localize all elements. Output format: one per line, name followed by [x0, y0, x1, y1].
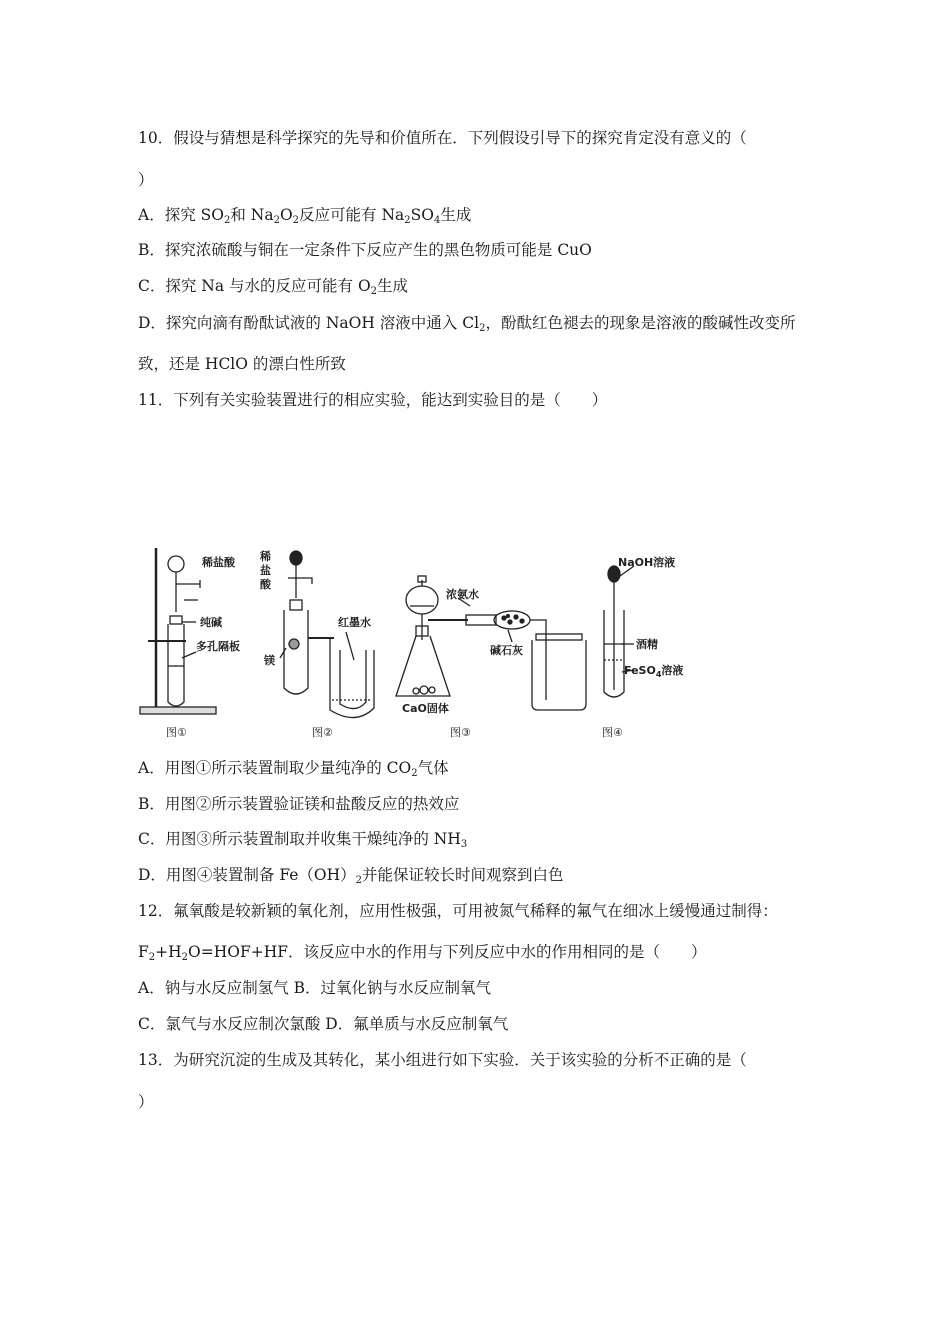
q10-stem-line2: ） — [138, 171, 154, 189]
q11-option-b: B．用图②所示装置验证镁和盐酸反应的热效应 — [138, 795, 460, 813]
fig2-label-acid-3: 酸 — [260, 578, 271, 591]
fig3-label-ammonia: 浓氨水 — [446, 588, 479, 601]
q11-option-d: D．用图④装置制备 $Fe(OH)_2$并能保证较长时间观察到白色 — [138, 866, 564, 886]
q10-option-d-line2: 致，还是 HClO 的漂白性所致 — [138, 355, 346, 373]
fig2-apparatus — [280, 551, 374, 718]
fig2-caption: 图② — [312, 726, 333, 739]
fig4-caption: 图④ — [602, 726, 623, 739]
fig3-label-lime: 碱石灰 — [490, 644, 523, 657]
q11-option-c: C．用图③所示装置制取并收集干燥纯净的 $NH_3$ — [138, 830, 468, 850]
fig1-apparatus — [140, 548, 216, 714]
fig2-label-acid-1: 稀 — [260, 550, 271, 563]
q10-option-b: B．探究浓硫酸与铜在一定条件下反应产生的黑色物质可能是 CuO — [138, 241, 592, 259]
fig3-label-cao: CaO固体 — [402, 702, 449, 715]
fig1-label-plate: 多孔隔板 — [196, 640, 240, 653]
fig2-label-mg: 镁 — [264, 654, 275, 667]
fig3-apparatus — [396, 576, 586, 710]
q10-option-d-line1: D．探究向滴有酚酞试液的 NaOH 溶液中通入 $Cl_2$，酚酞红色褪去的现象是溶液的酸碱性改变所 — [138, 314, 796, 334]
fig4-apparatus — [604, 566, 634, 697]
q12-stem-line1: 12．氟氧酸是较新颖的氧化剂，应用性极强，可用被氮气稀释的氟气在细冰上缓慢通过制得： — [138, 902, 778, 920]
fig4-label-naoh: NaOH溶液 — [618, 556, 676, 569]
q12-options-line1: A．钠与水反应制氢气 B．过氧化钠与水反应制氧气 — [138, 979, 492, 997]
q12-options-line2: C．氯气与水反应制次氯酸 D．氟单质与水反应制氧气 — [138, 1015, 509, 1033]
q13-stem-line2: ） — [138, 1093, 154, 1111]
fig2-label-ink: 红墨水 — [338, 616, 371, 629]
q13-stem-line1: 13．为研究沉淀的生成及其转化，某小组进行如下实验．关于该实验的分析不正确的是（ — [138, 1051, 747, 1069]
fig1-caption: 图① — [166, 726, 187, 739]
fig1-label-acid: 稀盐酸 — [202, 556, 235, 569]
fig2-label-acid-2: 盐 — [260, 564, 271, 577]
q10-option-c: C．探究 Na 与水的反应可能有 $O_2$生成 — [138, 277, 409, 297]
fig4-label-alcohol: 酒精 — [636, 638, 658, 651]
q11-option-a: A．用图①所示装置制取少量纯净的 $CO_2$气体 — [138, 759, 449, 779]
q11-apparatus-figure — [134, 540, 690, 745]
fig3-caption: 图③ — [450, 726, 471, 739]
q10-option-a: A．探究 $SO_2$和 $Na_2O_2$反应可能有 $Na_2SO_4$生成 — [138, 206, 472, 226]
q11-stem: 11．下列有关实验装置进行的相应实验，能达到实验目的是（ ） — [138, 391, 608, 409]
fig4-label-feso4: FeSO$_4$溶液 — [624, 664, 684, 679]
q10-stem-line1: 10．假设与猜想是科学探究的先导和价值所在．下列假设引导下的探究肯定没有意义的（ — [138, 129, 747, 147]
fig1-label-soda: 纯碱 — [200, 616, 222, 629]
q12-stem-line2: $F_2+H_2O=HOF+HF$．该反应中水的作用与下列反应中水的作用相同的是（ ） — [138, 943, 707, 963]
